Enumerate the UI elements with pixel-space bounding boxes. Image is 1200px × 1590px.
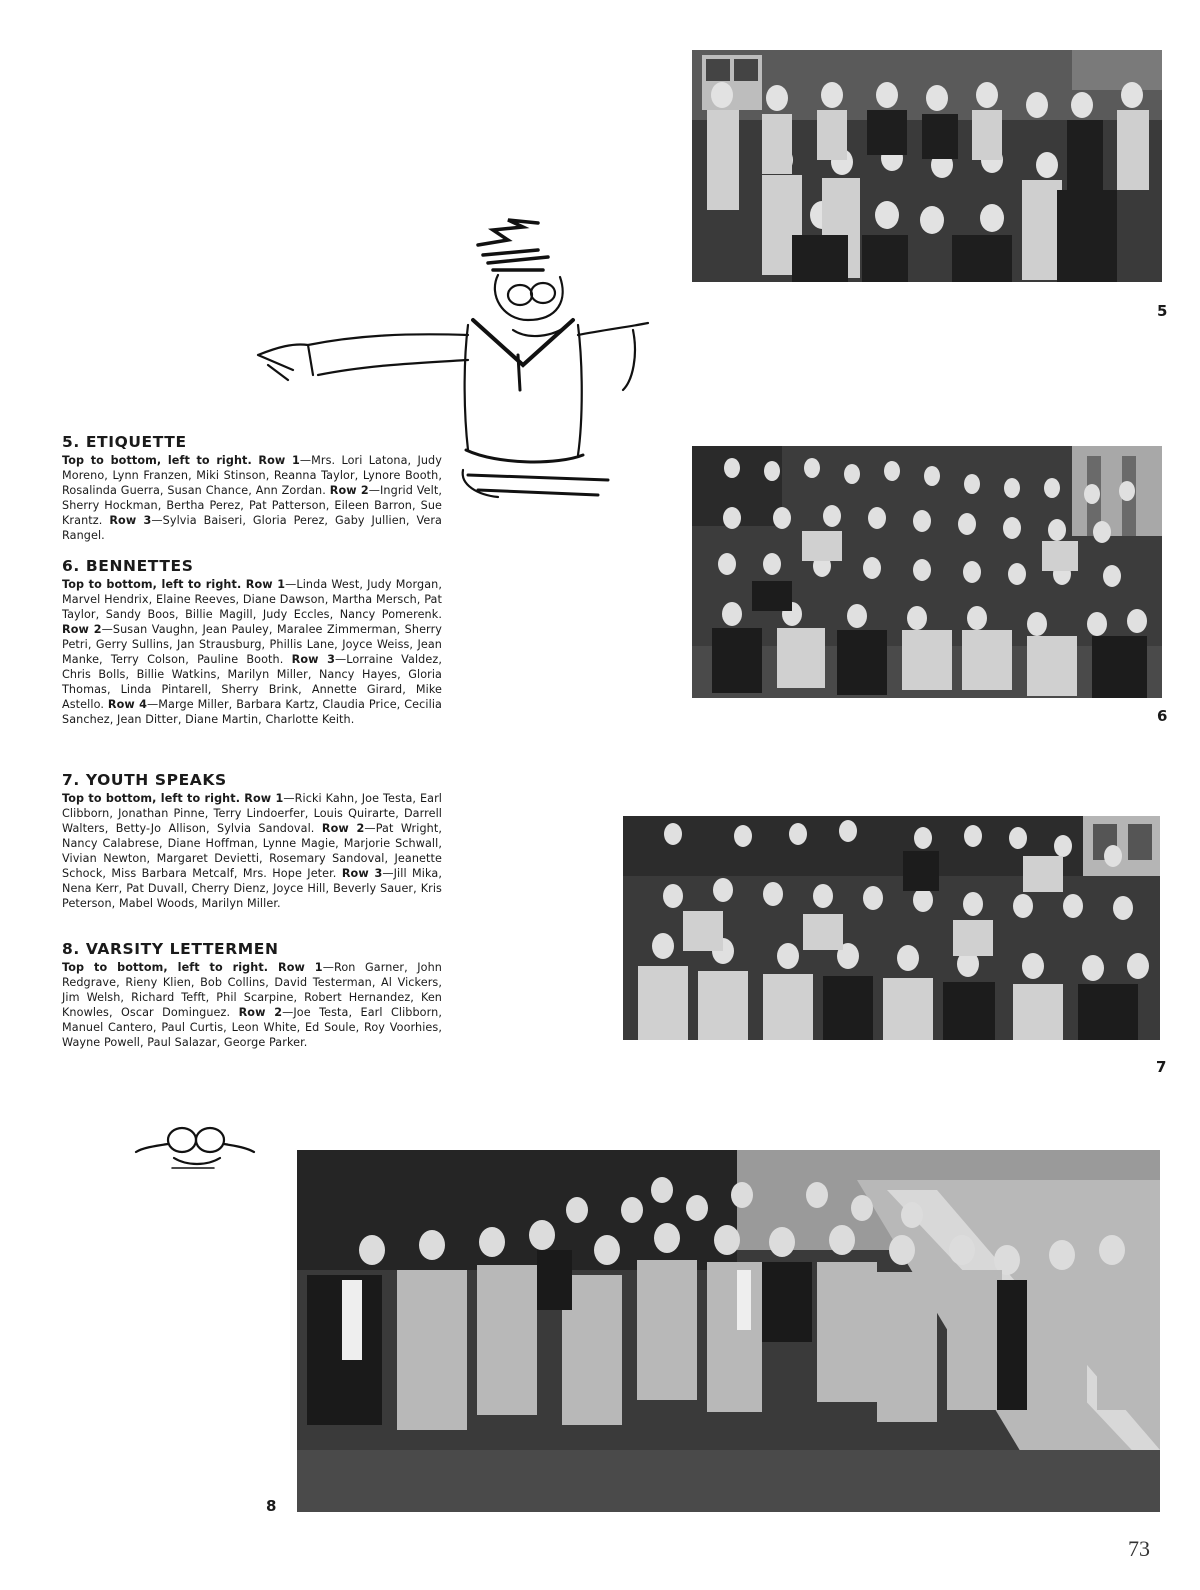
caption-title: 6. BENNETTES xyxy=(62,557,194,575)
photo-bennettes-group xyxy=(692,446,1162,698)
photo-number-7: 7 xyxy=(1156,1058,1167,1076)
caption-names: —Jill Mika, Nena Kerr, Pat Duvall, Cherry Dienz, Joyce Hill, Beverly Sauer, Kris Peterson, Mabel Woods, Marilyn Miller. xyxy=(62,867,442,910)
caption-varsity-lettermen xyxy=(62,940,442,1050)
caption-names: —Marge Miller, Barbara Kartz, Claudia Price, Cecilia Sanchez, Jean Ditter, Diane Martin, Charlotte Keith. xyxy=(62,698,442,726)
caption-bennettes xyxy=(62,557,442,727)
caption-row-label: Top to bottom, left to right. Row 1 xyxy=(62,792,284,805)
caption-body xyxy=(62,453,442,543)
caption-title: 5. ETIQUETTE xyxy=(62,433,187,451)
caption-body xyxy=(62,577,442,727)
caption-names: —Joe Testa, Earl Clibborn, Manuel Cantero, Paul Curtis, Leon White, Ed Soule, Roy Voorhies, Wayne Powell, Paul Salazar, George Parker. xyxy=(62,1006,442,1049)
photo-varsity-lettermen-group xyxy=(297,1150,1160,1512)
caption-names: —Pat Wright, Nancy Calabrese, Diane Hoffman, Lynne Magie, Marjorie Schwall, Vivian Newton, Margaret Devietti, Rosemary Sandoval, Jeanette Schock, Miss Barbara Metcalf, Mrs. Hope Jeter. xyxy=(62,822,442,880)
caption-row-label: Row 2 xyxy=(62,623,102,636)
caption-body xyxy=(62,791,442,911)
caption-row-label: Top to bottom, left to right. Row 1 xyxy=(62,578,286,591)
group-photo-icon xyxy=(623,816,1160,1040)
caption-etiquette xyxy=(62,433,442,543)
caption-names: —Lorraine Valdez, Chris Bolls, Billie Watkins, Marilyn Miller, Nancy Hayes, Gloria Thomas, Linda Pintarell, Sherry Brink, Annette Girard, Mike Astello. xyxy=(62,653,442,711)
photo-number-8: 8 xyxy=(266,1497,277,1515)
photo-number-5: 5 xyxy=(1157,302,1168,320)
caption-names: —Ricki Kahn, Joe Testa, Earl Clibborn, Jonathan Pinne, Terry Lindoerfer, Louis Quirarte, Darrell Walters, Betty-Jo Allison, Sylvia Sandoval. xyxy=(62,792,442,835)
caption-names: —Ron Garner, John Redgrave, Rieny Klien, Bob Collins, David Testerman, Al Vickers, Jim Welsh, Richard Tefft, Phil Scarpine, Robert Hernandez, Ken Knowles, Oscar Dominguez. xyxy=(62,961,443,1019)
caption-names: —Susan Vaughn, Jean Pauley, Maralee Zimmerman, Sherry Petri, Gerry Sullins, Jan Strausburg, Phillis Lane, Joyce Weiss, Jean Manke, Terry Colson, Pauline Booth. xyxy=(62,623,442,666)
caption-names: —Sylvia Baiseri, Gloria Perez, Gaby Jullien, Vera Rangel. xyxy=(62,514,442,542)
caption-youth-speaks xyxy=(62,771,442,911)
photo-youth-speaks-group xyxy=(623,816,1160,1040)
caption-title: 8. VARSITY LETTERMEN xyxy=(62,940,279,958)
caption-row-label: Row 2 xyxy=(238,1006,283,1019)
caption-row-label: Top to bottom, left to right. Row 1 xyxy=(62,454,300,467)
eyeglasses-cartoon-icon xyxy=(132,1118,262,1178)
group-photo-icon xyxy=(692,50,1162,282)
caption-body xyxy=(62,960,442,1050)
caption-row-label: Top to bottom, left to right. Row 1 xyxy=(62,961,323,974)
caption-row-label: Row 2 xyxy=(329,484,369,497)
page-number: 73 xyxy=(1128,1536,1150,1561)
photo-etiquette-group xyxy=(692,50,1162,282)
caption-names: —Mrs. Lori Latona, Judy Moreno, Lynn Franzen, Miki Stinson, Reanna Taylor, Lynore Booth, Rosalinda Guerra, Susan Chance, Ann Zordan. xyxy=(62,454,442,497)
caption-names: —Ingrid Velt, Sherry Hockman, Bertha Perez, Pat Patterson, Eileen Barron, Sue Krantz. xyxy=(62,484,442,527)
photo-number-6: 6 xyxy=(1157,707,1168,725)
group-photo-icon xyxy=(297,1150,1160,1512)
caption-row-label: Row 2 xyxy=(321,822,365,835)
caption-row-label: Row 3 xyxy=(291,653,335,666)
caption-row-label: Row 3 xyxy=(341,867,383,880)
group-photo-icon xyxy=(692,446,1162,698)
caption-title: 7. YOUTH SPEAKS xyxy=(62,771,227,789)
caption-row-label: Row 3 xyxy=(109,514,152,527)
caption-names: —Linda West, Judy Morgan, Marvel Hendrix, Elaine Reeves, Diane Dawson, Martha Mersch, Pat Taylor, Sandy Boos, Billie Magill, Judy Eccles, Nancy Pomerenk. xyxy=(62,578,442,621)
caption-row-label: Row 4 xyxy=(107,698,147,711)
